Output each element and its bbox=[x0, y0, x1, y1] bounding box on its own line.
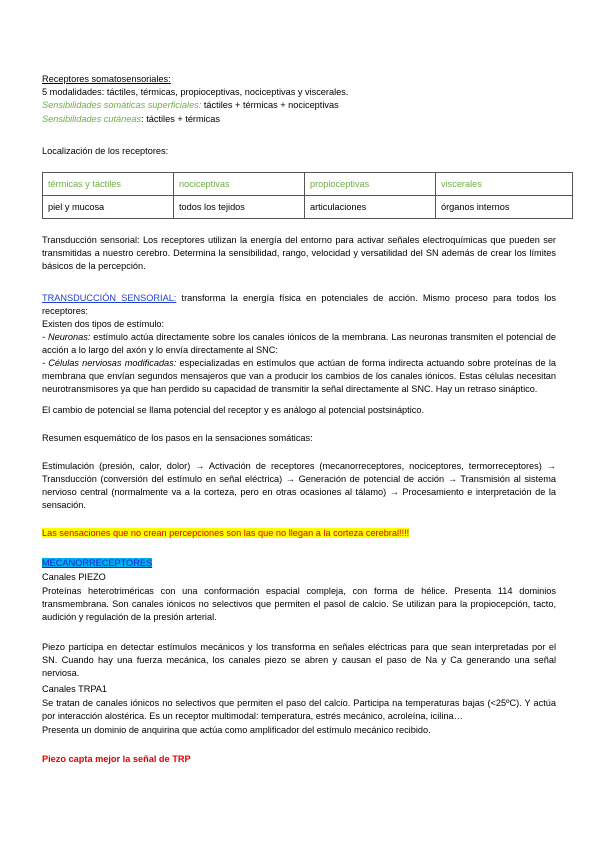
table-cell: piel y mucosa bbox=[43, 196, 174, 219]
celulas-text: especializadas en estímulos que actúan de forma indirecta actuando sobre proteínas de la membrana que envían segundos mensajeros que van a producir los cambios de los canales iónicos. Estas células necesitan neurotransmisores ya que han perdido su capacidad de transmitir la señal directamente al SNC. Hay un retraso sináptico. bbox=[42, 358, 556, 394]
table-cell: articulaciones bbox=[305, 196, 436, 219]
resumen-line: Resumen esquemático de los pasos en la sensaciones somáticas: bbox=[42, 433, 313, 443]
highlight-note bbox=[42, 527, 409, 540]
mecano-heading[interactable]: MECANORRECEPTORES bbox=[42, 558, 153, 568]
transduccion-link-line bbox=[42, 292, 556, 318]
table-header-row bbox=[43, 173, 573, 196]
trpa1-paragraph: Se tratan de canales iónicos no selectivos que permiten el paso del calcio. Participa na temperaturas bajas (<25ºC). Y actúa por interacción alostérica. Es un receptor multimodal: temperatura, estrés mecánico, acroleína, icilina… bbox=[42, 698, 556, 721]
superficiales-label: Sensibilidades somáticas superficiales: bbox=[42, 100, 202, 110]
table-header-cell: propioceptivas bbox=[305, 173, 436, 196]
table-header-cell: térmicas y táctiles bbox=[43, 173, 174, 196]
neuronas-label: - Neuronas: bbox=[42, 332, 91, 342]
highlight-text: Las sensaciones que no crean percepciones son las que no llegan a la corteza cerebral!!!! bbox=[42, 528, 410, 538]
superficiales-line bbox=[42, 99, 339, 112]
trpa1-title: Canales TRPA1 bbox=[42, 684, 108, 694]
final-note: Piezo capta mejor la señal de TRP bbox=[42, 754, 191, 764]
table-cell: todos los tejidos bbox=[174, 196, 305, 219]
trpa1-paragraph-2: Presenta un dominio de anquirina que actúa como amplificador del estímulo mecánico recibido. bbox=[42, 725, 431, 735]
pasos-paragraph: Estimulación (presión, calor, dolor) → Activación de receptores (mecanorreceptores, nociceptores, termorreceptores) → Transducción (conversión del estímulo en señal eléctrica) → Generación de potencial de acción → Transmisión al sistema nervioso central (normalmente va a la corteza, pero en otras ocasiones al tálamo) → Procesamiento e interpretación de la sensación. bbox=[42, 461, 556, 510]
section-title: Receptores somatosensoriales: bbox=[42, 74, 171, 84]
tipos-line: Existen dos tipos de estímulo: bbox=[42, 319, 165, 329]
transduccion-paragraph: Transducción sensorial: Los receptores utilizan la energía del entorno para activar señales electroquímicas que pueden ser transmitidas a nuestro cerebro. Determina la sensibilidad, rango, velocidad y versatilidad del SN además de crear los límites básicos de la percepción. bbox=[42, 235, 556, 271]
table-cell: órganos internos bbox=[436, 196, 573, 219]
mecano-heading-line bbox=[42, 557, 152, 570]
potencial-line: El cambio de potencial se llama potencial del receptor y es análogo al potencial postsináptico. bbox=[42, 405, 425, 415]
cutaneas-line bbox=[42, 113, 220, 126]
modalidades-line: 5 modalidades: táctiles, térmicas, propioceptivas, nociceptivas y viscerales. bbox=[42, 87, 349, 97]
piezo-title: Canales PIEZO bbox=[42, 572, 106, 582]
piezo-paragraph: Proteínas heterotriméricas con una conformación espacial compleja, con forma de hélice. Presenta 114 dominios transmembrana. Son canales iónicos no selectivos que permiten el pasol de calcio. Se utilizan para la propiocepción, tacto, audición y regulación de la presión arterial. bbox=[42, 586, 556, 622]
transduccion-block bbox=[42, 292, 556, 396]
celulas-label: - Células nerviosas modificadas: bbox=[42, 358, 177, 368]
transduccion-link-rest: transforma la energía física en potenciales de acción. Mismo proceso para todos los receptores: bbox=[42, 293, 556, 316]
neuronas-text: estímulo actúa directamente sobre los canales iónicos de la membrana. Las neuronas transmiten el potencial de acción a lo largo del axón y lo envía directamente al SNC: bbox=[42, 332, 556, 355]
table-row bbox=[43, 196, 573, 219]
cutaneas-label: Sensibilidades cutáneas bbox=[42, 114, 142, 124]
transduccion-link[interactable]: TRANSDUCCIÓN SENSORIAL: bbox=[42, 293, 177, 303]
piezo-paragraph-2: Piezo participa en detectar estímulos mecánicos y los transforma en señales eléctricas para que sean interpretadas por el SN. Cuando hay una fuerza mecánica, los canales piezo se abren y causan el paso de Na y Ca generando una señal nerviosa. bbox=[42, 642, 556, 678]
table-header-cell: nociceptivas bbox=[174, 173, 305, 196]
neuronas-paragraph bbox=[42, 331, 556, 357]
cutaneas-text: : táctiles + térmicas bbox=[141, 114, 220, 124]
receptores-table bbox=[42, 172, 573, 219]
superficiales-text: táctiles + térmicas + nociceptivas bbox=[201, 100, 339, 110]
table-header-cell: viscerales bbox=[436, 173, 573, 196]
localizacion-line: Localización de los receptores: bbox=[42, 146, 169, 156]
celulas-paragraph bbox=[42, 357, 556, 396]
